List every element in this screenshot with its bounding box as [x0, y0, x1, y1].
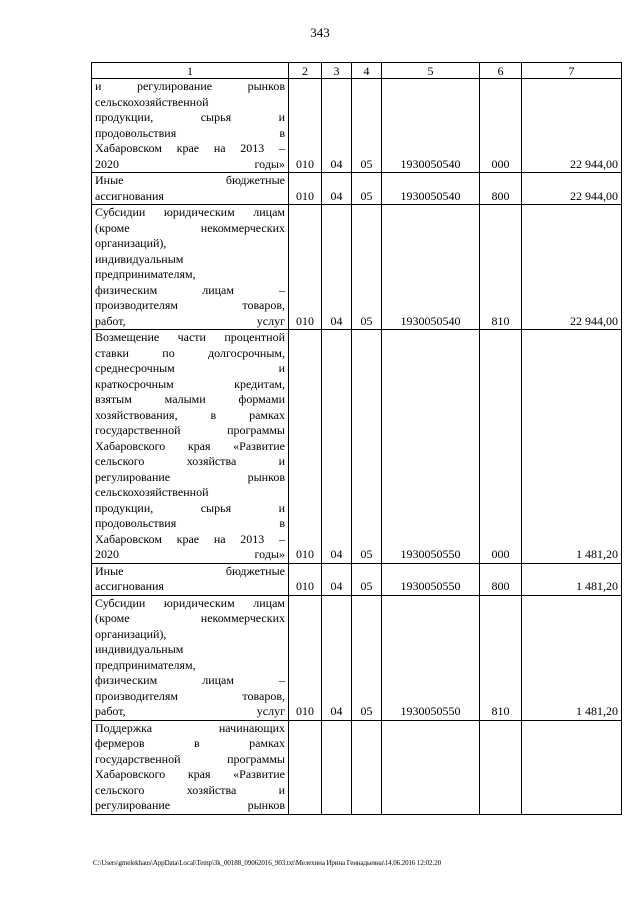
description-line: ассигнования: [95, 188, 164, 203]
target-article-code: [382, 720, 480, 814]
target-article-code: 1930050540: [382, 205, 480, 330]
target-article-code: 1930050540: [382, 79, 480, 173]
expense-type-code: 000: [480, 79, 522, 173]
table-row: [92, 173, 622, 205]
description-line: сельского хозяйства и: [95, 454, 285, 468]
subsection-code: 05: [352, 330, 382, 564]
row-description: [92, 173, 289, 205]
ministry-code: 010: [289, 595, 322, 720]
expense-type-code: 810: [480, 595, 522, 720]
column-header: 7: [522, 63, 622, 79]
description-line: Хабаровского края «Развитие: [95, 438, 285, 453]
row-description: [92, 205, 289, 330]
description-line: продовольствия в: [95, 516, 285, 530]
description-line: Субсидии юридическим лицам: [95, 595, 285, 610]
description-line: Возмещение части процентной: [95, 330, 285, 344]
description-line: Иные бюджетные: [95, 173, 285, 187]
target-article-code: 1930050550: [382, 563, 480, 595]
description-line: Хабаровском крае на 2013 –: [95, 531, 285, 546]
description-line: производителям товаров,: [95, 298, 285, 312]
description-line: фермеров в рамках: [95, 736, 285, 750]
row-description: [92, 595, 289, 720]
description-line: Иные бюджетные: [95, 563, 285, 578]
ministry-code: 010: [289, 330, 322, 564]
subsection-code: 05: [352, 79, 382, 173]
section-code: [322, 720, 352, 814]
description-line: ставки по долгосрочным,: [95, 345, 285, 360]
description-line: работ, услуг: [95, 704, 285, 718]
ministry-code: 010: [289, 563, 322, 595]
amount: 22 944,00: [522, 173, 622, 205]
table-row: [92, 563, 622, 595]
target-article-code: 1930050550: [382, 595, 480, 720]
table-row: [92, 205, 622, 330]
file-path-footer: C:\Users\gmelekhaus\AppData\Local\Temp\3k_00188_09062016_903.txt\Мелехина Ирина Геннадьевна\14.06.2016 12:02:20: [93, 859, 442, 867]
subsection-code: 05: [352, 595, 382, 720]
column-header: 5: [382, 63, 480, 79]
page-number: 343: [310, 25, 330, 40]
table-row: [92, 595, 622, 720]
description-line: взятым малыми формами: [95, 392, 285, 406]
description-line: организаций),: [95, 236, 167, 250]
column-header: 1: [92, 63, 289, 79]
description-line: продукции, сырья и: [95, 110, 285, 124]
budget-table: [91, 62, 622, 815]
description-line: индивидуальным: [95, 642, 184, 656]
description-line: 2020 годы»: [95, 547, 285, 561]
amount: 22 944,00: [522, 79, 622, 173]
expense-type-code: 810: [480, 205, 522, 330]
description-line: производителям товаров,: [95, 688, 285, 703]
row-description: [92, 720, 289, 814]
column-header: 6: [480, 63, 522, 79]
column-header: 2: [289, 63, 322, 79]
subsection-code: 05: [352, 173, 382, 205]
section-code: 04: [322, 595, 352, 720]
description-line: сельскохозяйственной: [95, 485, 209, 499]
description-line: работ, услуг: [95, 313, 285, 328]
expense-type-code: 800: [480, 173, 522, 205]
section-code: 04: [322, 330, 352, 564]
description-line: и регулирование рынков: [95, 79, 285, 93]
description-line: сельскохозяйственной: [95, 94, 209, 109]
description-line: Хабаровского края «Развитие: [95, 767, 285, 781]
description-line: индивидуальным: [95, 251, 184, 266]
amount: [522, 720, 622, 814]
ministry-code: 010: [289, 79, 322, 173]
table-row: [92, 79, 622, 173]
description-line: (кроме некоммерческих: [95, 220, 285, 235]
row-description: [92, 79, 289, 173]
description-line: Поддержка начинающих: [95, 720, 285, 735]
description-line: регулирование рынков: [95, 798, 285, 812]
description-line: краткосрочным кредитам,: [95, 376, 285, 391]
target-article-code: 1930050540: [382, 173, 480, 205]
table-row: [92, 330, 622, 564]
amount: 1 481,20: [522, 595, 622, 720]
description-line: продовольствия в: [95, 125, 285, 140]
table-row: [92, 720, 622, 814]
description-line: физическим лицам –: [95, 282, 285, 297]
ministry-code: 010: [289, 173, 322, 205]
ministry-code: [289, 720, 322, 814]
description-line: Субсидии юридическим лицам: [95, 205, 285, 219]
description-line: физическим лицам –: [95, 673, 285, 687]
section-code: 04: [322, 173, 352, 205]
section-code: 04: [322, 563, 352, 595]
row-description: [92, 563, 289, 595]
description-line: продукции, сырья и: [95, 500, 285, 515]
section-code: 04: [322, 79, 352, 173]
column-header: 4: [352, 63, 382, 79]
section-code: 04: [322, 205, 352, 330]
description-line: предпринимателям,: [95, 267, 196, 281]
description-line: организаций),: [95, 626, 167, 641]
table-header-row: [92, 63, 622, 79]
description-line: хозяйствования, в рамках: [95, 407, 285, 422]
description-line: 2020 годы»: [95, 156, 285, 171]
expense-type-code: 000: [480, 330, 522, 564]
description-line: государственной программы: [95, 423, 285, 437]
description-line: государственной программы: [95, 751, 285, 766]
subsection-code: 05: [352, 563, 382, 595]
row-description: [92, 330, 289, 564]
subsection-code: 05: [352, 205, 382, 330]
description-line: регулирование рынков: [95, 469, 285, 484]
amount: 1 481,20: [522, 330, 622, 564]
amount: 1 481,20: [522, 563, 622, 595]
description-line: (кроме некоммерческих: [95, 611, 285, 625]
target-article-code: 1930050550: [382, 330, 480, 564]
description-line: Хабаровском крае на 2013 –: [95, 141, 285, 155]
expense-type-code: 800: [480, 563, 522, 595]
description-line: предпринимателям,: [95, 657, 196, 672]
description-line: ассигнования: [95, 579, 164, 593]
column-header: 3: [322, 63, 352, 79]
description-line: сельского хозяйства и: [95, 782, 285, 797]
description-line: среднесрочным и: [95, 361, 285, 375]
subsection-code: [352, 720, 382, 814]
amount: 22 944,00: [522, 205, 622, 330]
expense-type-code: [480, 720, 522, 814]
ministry-code: 010: [289, 205, 322, 330]
